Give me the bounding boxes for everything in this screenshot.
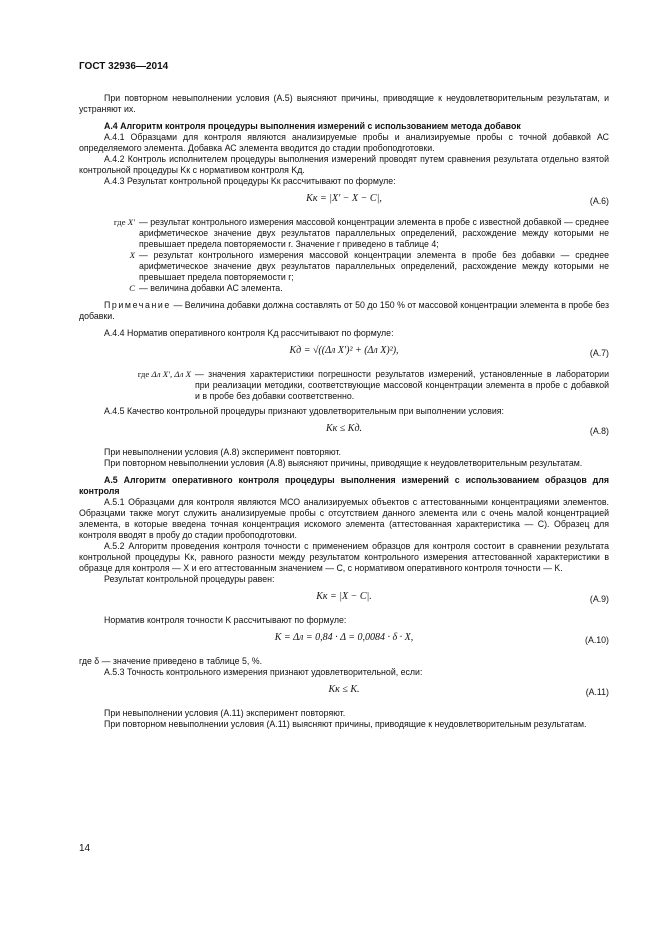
- section-heading-a5: А.5 Алгоритм оперативного контроля процедуры выполнения измерений с использованием образцов для контроля: [79, 475, 609, 496]
- equation-a10: [79, 632, 609, 650]
- page-number: 14: [79, 843, 91, 854]
- standard-header: ГОСТ 32936—2014: [79, 61, 169, 72]
- equation-number: (А.11): [585, 687, 609, 697]
- definition-item: [79, 283, 609, 294]
- definition-text: — результат контрольного измерения массовой концентрации элемента в пробе без добавки — среднее арифметическое значение двух результатов параллельных определений, расхождение между которыми не превышает предела повторяемости r;: [139, 250, 609, 282]
- paragraph: где δ — значение приведено в таблице 5, %.: [79, 656, 263, 666]
- equation-a6: [79, 193, 609, 211]
- paragraph: При невыполнении условия (А.8) эксперимент повторяют.: [104, 447, 341, 457]
- paragraph: При повторном невыполнении условия (А.11) выясняют причины, приводящие к неудовлетворительным результатам.: [104, 719, 587, 729]
- paragraph: А.4.1 Образцами для контроля являются анализируемые пробы и анализируемые пробы с точной добавкой АС определяемого элемента. Добавка АС элемента вводится до стадии пробоподготовки.: [79, 132, 609, 153]
- where-label: где X′: [113, 217, 135, 227]
- equation-a7: [79, 345, 609, 363]
- definition-symbol: C: [129, 283, 135, 293]
- definition-text: — результат контрольного измерения массовой концентрации элемента в пробе с известной добавкой — среднее арифметическое значение двух результатов параллельных определений, расхождение между которыми не превышает предела повторяемости r. Значение r приведено в таблице 4;: [139, 217, 609, 249]
- page-body: [79, 93, 609, 730]
- equation-number: (А.8): [589, 426, 609, 436]
- formula: Kк = |X′ − X − C|,: [306, 193, 382, 204]
- equation-number: (А.7): [589, 348, 609, 358]
- formula: Kк ≤ K.: [328, 684, 360, 695]
- formula: Kд = √((Δл X′)² + (Δл X)²),: [289, 345, 399, 356]
- paragraph: А.5.2 Алгоритм проведения контроля точности с применением образцов для контроля состоит в сравнении результата контрольной процедуры Kк, равного разности между результатом контрольного измерения аттестованной характеристики в образце для контроля — X и его аттестованным значением — C, с нормативом оперативного контроля точности — K.: [79, 541, 609, 573]
- definition-item: [79, 369, 609, 402]
- definition-text: — величина добавки АС элемента.: [139, 283, 283, 293]
- note: Примечание — Величина добавки должна составлять от 50 до 150 % от массовой концентрации элемента в пробе без добавки.: [79, 300, 610, 321]
- paragraph: А.4.5 Качество контрольной процедуры признают удовлетворительным при выполнении условия:: [104, 406, 504, 416]
- definition-text: — значения характеристики погрешности результатов измерений, установленные в лаборатории при реализации методики, соответствующие массовой концентрации элемента в пробе с добавкой и в пробе без добавки соответственно.: [195, 369, 609, 401]
- definition-symbol: X: [129, 250, 135, 260]
- equation-number: (А.9): [589, 594, 609, 604]
- equation-a9: [79, 591, 609, 609]
- where-label: где Δл X′, Δл X: [137, 369, 191, 379]
- paragraph: А.4.2 Контроль исполнителем процедуры выполнения измерений проводят путем сравнения результата отдельно взятой контрольной процедуры Kк с нормативом контроля Kд.: [79, 154, 609, 175]
- paragraph: А.4.3 Результат контрольной процедуры Kк рассчитывают по формуле:: [104, 176, 396, 186]
- paragraph: А.4.4 Норматив оперативного контроля Kд рассчитывают по формуле:: [104, 328, 394, 338]
- paragraph: При невыполнении условия (А.11) эксперимент повторяют.: [104, 708, 346, 718]
- equation-number: (А.6): [589, 196, 609, 206]
- paragraph: А.5.1 Образцами для контроля являются МСО анализируемых объектов с аттестованными концентрациями элементов. Образцами также могут служить анализируемые пробы с отсутствием данного элемента или с очень малой концентрацией элемента, в которые введена точная концентрация искомого элемента (аттестованная характеристика — C). Образец для контроля вводят в пробу до стадии пробоподготовки.: [79, 497, 609, 540]
- section-heading-a4: А.4 Алгоритм контроля процедуры выполнения измерений с использованием метода добавок: [104, 121, 521, 131]
- formula: Kк = |X − C|.: [316, 591, 372, 602]
- definition-item: [79, 217, 609, 250]
- paragraph: Норматив контроля точности K рассчитывают по формуле:: [104, 615, 347, 625]
- formula: Kк ≤ Kд.: [325, 423, 363, 434]
- definition-item: [79, 250, 609, 283]
- paragraph: При повторном невыполнении условия (А.5) выясняют причины, приводящие к неудовлетворительным результатам, и устраняют их.: [79, 93, 609, 114]
- paragraph: При повторном невыполнении условия (А.8) выясняют причины, приводящие к неудовлетворительным результатам.: [104, 458, 583, 468]
- paragraph: А.5.3 Точность контрольного измерения признают удовлетворительной, если:: [104, 667, 423, 677]
- formula: K = Δл = 0,84 · Δ = 0,0084 · δ · X,: [274, 632, 414, 643]
- paragraph: Результат контрольной процедуры равен:: [104, 574, 275, 584]
- equation-a11: [79, 684, 609, 702]
- equation-a8: [79, 423, 609, 441]
- equation-number: (А.10): [585, 635, 609, 645]
